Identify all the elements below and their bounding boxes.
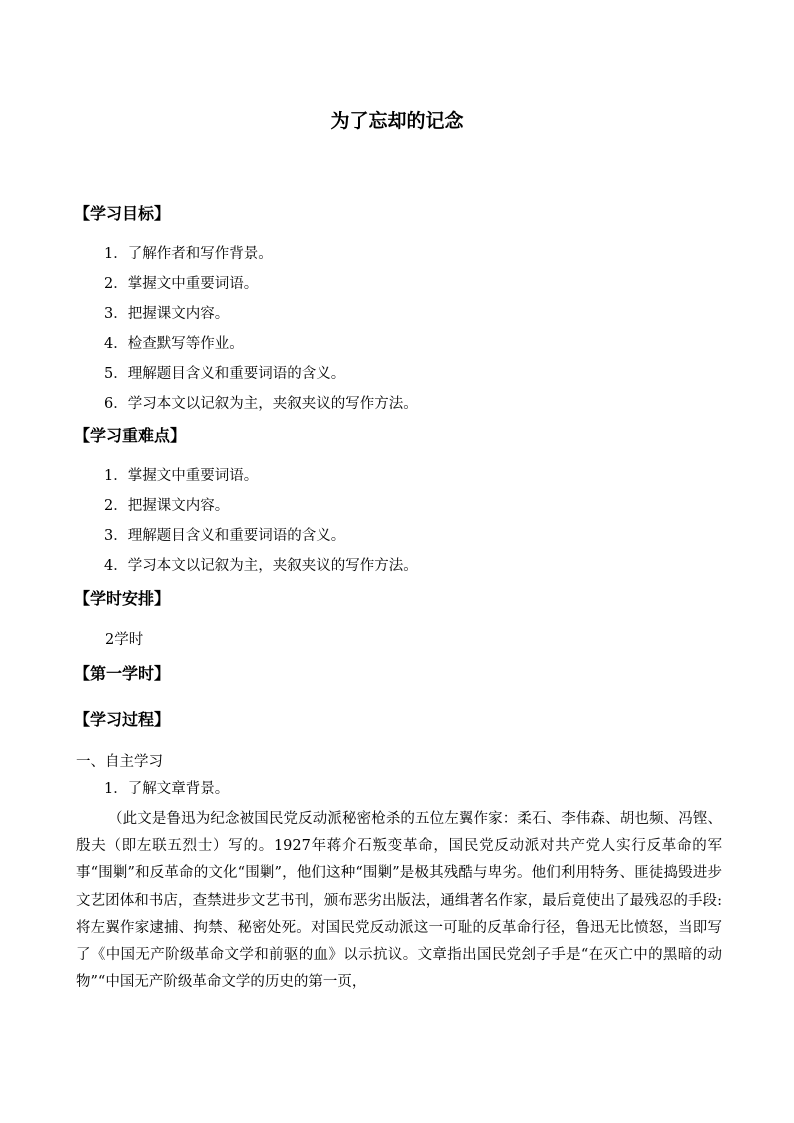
- background-paragraph: （此文是鲁迅为纪念被国民党反动派秘密枪杀的五位左翼作家：柔石、李伟森、胡也频、冯铿、殷夫（即左联五烈士）写的。1927年蒋介石叛变革命，国民党反动派对共产党人实行反革命的军事“围剿”和反革命的文化“围剿”，他们这种“围剿”是极其残酷与卑劣。他们利用特务、匪徒捣毁进步文艺团体和书店，查禁进步文艺书刊，颁布恶劣出版法，通缉著名作家，最后竟使出了最残忍的手段: 将左翼作家逮捕、拘禁、秘密处死。对国民党反动派这一可耻的反革命行径，鲁迅无比愤怒，当即写了《中国无产阶级革命文学和前驱的血》以示抗议。文章指出国民党刽子手是“在灭亡中的黑暗的动物”“中国无产阶级革命文学的历史的第一页，: [76, 811, 722, 991]
- keypoint-item-4: 4．学习本文以记叙为主，夹叙夹议的写作方法。: [104, 558, 418, 574]
- heading-first-period: 【第一学时】: [74, 664, 171, 683]
- keypoint-item-2: 2．把握课文内容。: [104, 498, 230, 514]
- schedule-text: 2学时: [105, 632, 144, 648]
- goal-item-2: 2．掌握文中重要词语。: [104, 276, 259, 292]
- goal-item-6: 6．学习本文以记叙为主，夹叙夹议的写作方法。: [104, 396, 418, 412]
- goal-item-1: 1．了解作者和写作背景。: [104, 246, 273, 262]
- keypoint-item-3: 3．理解题目含义和重要词语的含义。: [104, 528, 346, 544]
- document-title: 为了忘却的记念: [330, 110, 464, 132]
- heading-key-points: 【学习重难点】: [74, 426, 187, 445]
- heading-learning-goals: 【学习目标】: [74, 204, 171, 223]
- heading-schedule: 【学时安排】: [74, 589, 171, 608]
- goal-item-3: 3．把握课文内容。: [104, 306, 230, 322]
- heading-learning-process: 【学习过程】: [74, 710, 171, 729]
- goal-item-4: 4．检查默写等作业。: [104, 336, 244, 352]
- process-subheading: 一、自主学习: [76, 754, 163, 770]
- keypoint-item-1: 1．掌握文中重要词语。: [104, 468, 259, 484]
- goal-item-5: 5．理解题目含义和重要词语的含义。: [104, 366, 346, 382]
- process-item-1: 1．了解文章背景。: [104, 781, 230, 797]
